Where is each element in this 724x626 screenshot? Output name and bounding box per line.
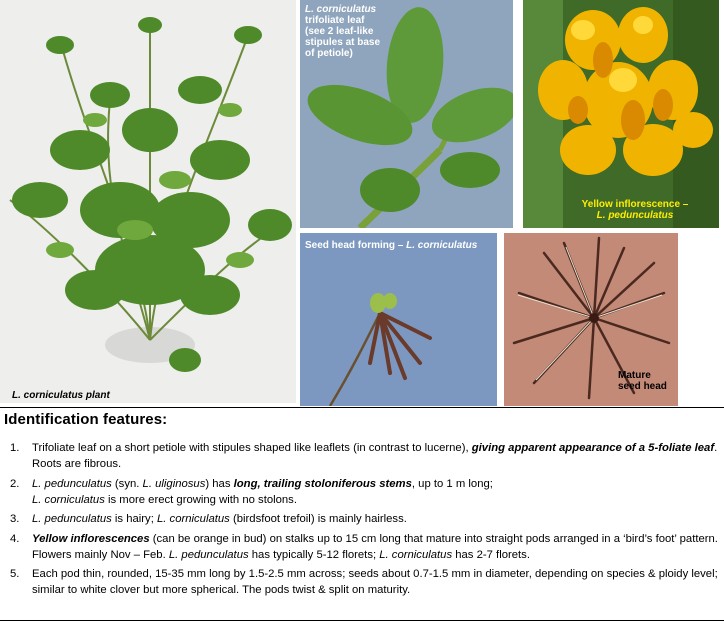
feature-item [10, 531, 718, 563]
inflorescence-caption: Yellow inflorescence – L. pedunculatus [581, 199, 689, 221]
seedhead-forming-caption: Seed head forming – L. corniculatus [305, 240, 478, 251]
plant-caption: L. corniculatus plant [12, 390, 110, 401]
feature-item [10, 476, 718, 508]
feature-item [10, 511, 718, 527]
feature-text: (can be orange in bud) on stalks up to 15 cm long that mature into straight pods arranged in a ‘bird’s foot’ pattern. Flowers mainly Nov – Feb. [32, 532, 718, 561]
feature-text: ) has [205, 477, 234, 490]
leaf-caption: L. corniculatus trifoliate leaf (see 2 leaf-like stipules at base of petiole) [305, 4, 381, 59]
feature-number: 2. [10, 477, 20, 490]
feature-number: 1. [10, 442, 20, 454]
feature-text: L. uliginosus [142, 477, 206, 490]
feature-item [10, 440, 718, 472]
feature-text: Yellow inflorescences [32, 532, 150, 545]
feature-text: is more erect growing with no stolons. [104, 493, 297, 506]
feature-text: (birdsfoot trefoil) is mainly hairless. [229, 513, 407, 525]
bottom-divider [0, 620, 724, 621]
feature-number: 3. [10, 513, 20, 525]
feature-text: giving apparent appearance of a 5-foliate leaf [471, 442, 715, 454]
inflorescence-photo [523, 0, 719, 228]
feature-item [10, 566, 718, 598]
feature-text: L. pedunculatus [168, 548, 249, 561]
plant-photo [0, 0, 296, 403]
features-list [10, 440, 718, 602]
feature-number: 4. [10, 532, 20, 545]
feature-text: L. corniculatus [379, 548, 453, 561]
feature-text: has 2-7 florets. [452, 548, 530, 561]
feature-text: L. corniculatus [32, 493, 105, 506]
section-divider [0, 407, 724, 408]
feature-text: . Roots are fibrous. [32, 442, 718, 470]
feature-text: L. pedunculatus [32, 513, 112, 525]
feature-text: has typically 5-12 florets; [248, 548, 380, 561]
section-heading: Identification features: [4, 411, 168, 428]
seedhead-forming-photo [300, 233, 497, 406]
feature-text: Each pod thin, rounded, 15-35 mm long by 1.5-2.5 mm across; seeds about 0.7-1.5 mm in diameter, depending on species & ploidy level; similar to white clover but more spherical. The pods twist & split on maturity. [32, 568, 718, 596]
mature-seedhead-caption: Mature seed head [618, 370, 667, 392]
feature-text: Trifoliate leaf on a short petiole with stipules shaped like leaflets (in contrast to lucerne), [32, 442, 472, 454]
feature-number: 5. [10, 568, 20, 580]
feature-text: long, trailing stoloniferous stems [233, 477, 412, 490]
feature-text: L. pedunculatus [32, 477, 112, 490]
feature-text: , up to 1 m long; [411, 477, 493, 490]
feature-text: L. corniculatus [156, 513, 230, 525]
feature-text: (syn. [111, 477, 143, 490]
feature-text: is hairy; [111, 513, 157, 525]
